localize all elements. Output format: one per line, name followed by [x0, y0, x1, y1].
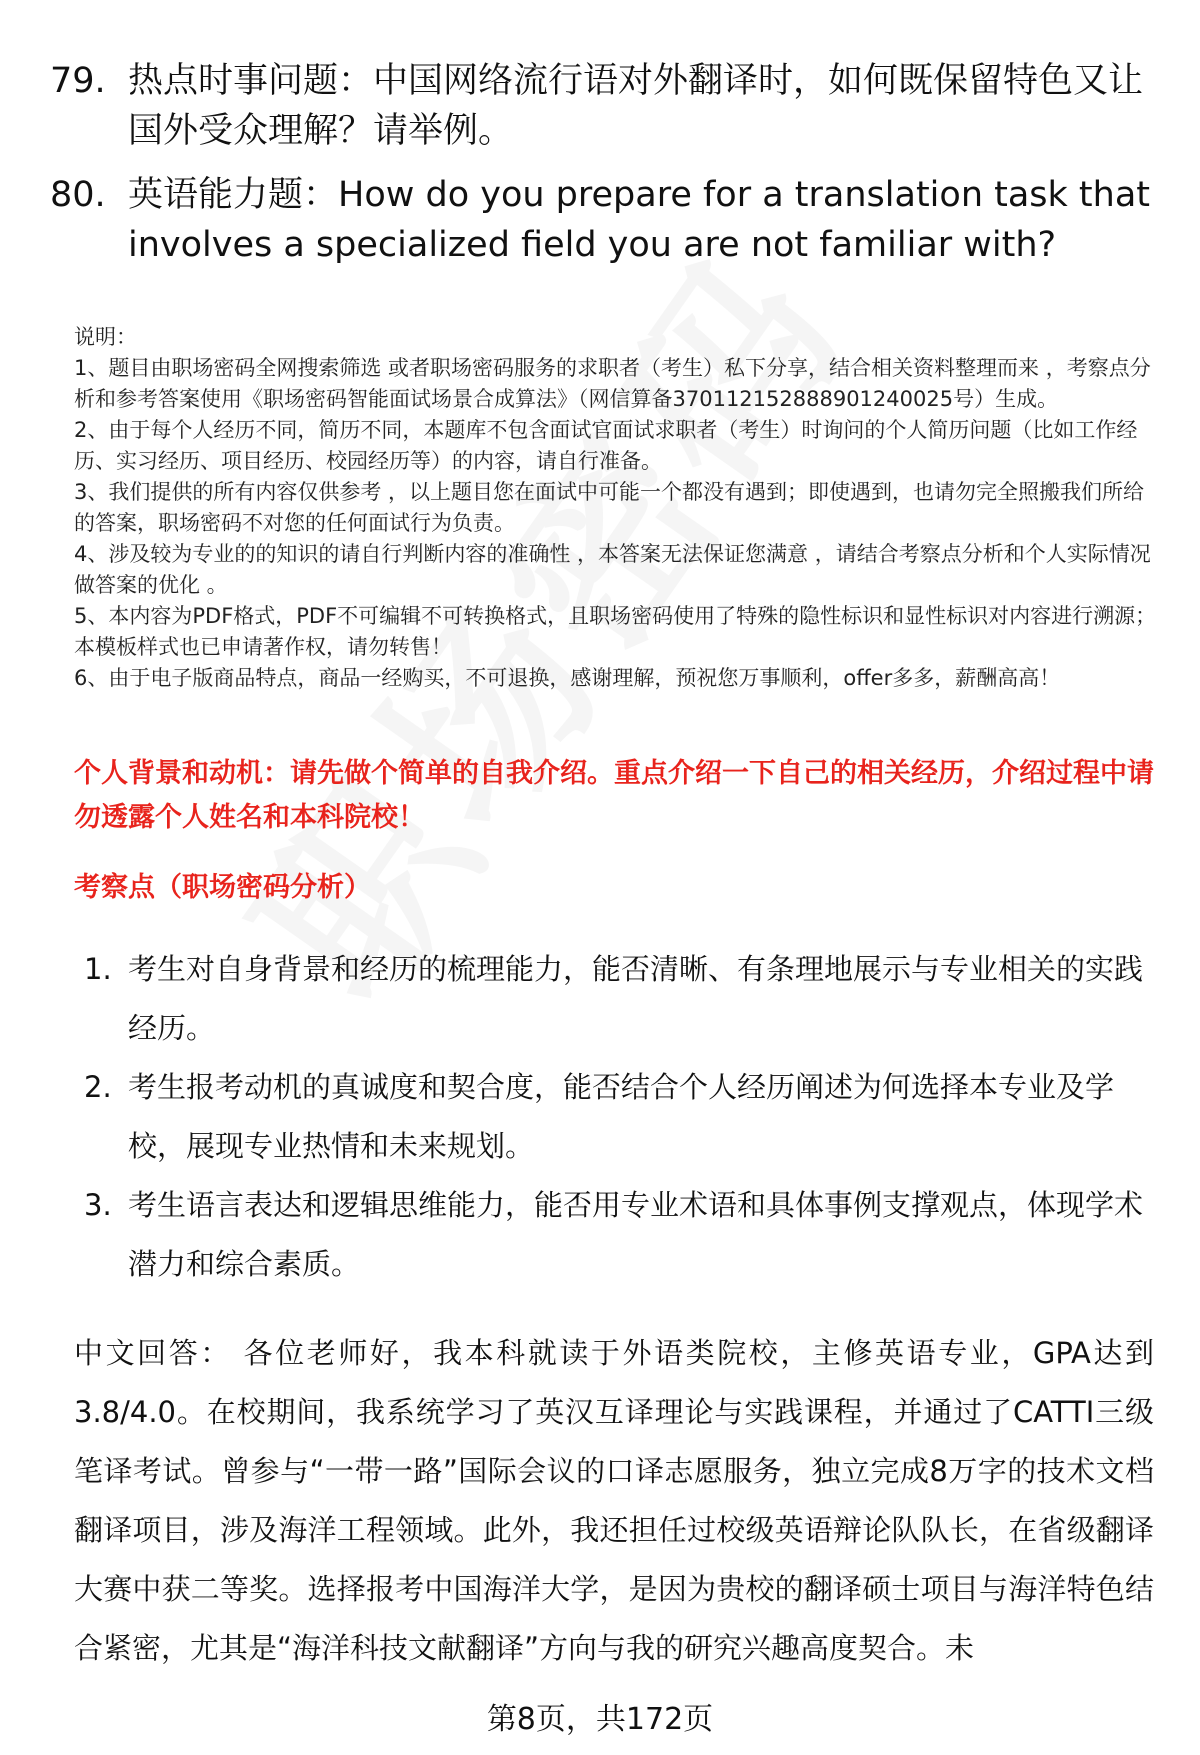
analysis-item-text: 考生语言表达和逻辑思维能力，能否用专业术语和具体事例支撑观点，体现学术潜力和综合素质。: [128, 1188, 1144, 1281]
note-item: 6、由于电子版商品特点，商品一经购买，不可退换，感谢理解，预祝您万事顺利，offer多多，薪酬高高！: [74, 666, 1061, 690]
analysis-item-text: 考生报考动机的真诚度和契合度，能否结合个人经历阐述为何选择本专业及学校，展现专业热情和未来规划。: [128, 1070, 1115, 1163]
question-number: 80.: [50, 175, 106, 215]
note-item: 2、由于每个人经历不同，简历不同，本题库不包含面试官面试求职者（考生）时询问的个人简历问题（比如工作经历、实习经历、项目经历、校园经历等）的内容，请自行准备。: [74, 418, 1138, 473]
disclaimer-notes: [74, 322, 1164, 694]
question-text: 热点时事问题：中国网络流行语对外翻译时，如何既保留特色又让国外受众理解？请举例。: [128, 61, 1144, 151]
note-item: 3、我们提供的所有内容仅供参考 ，以上题目您在面试中可能一个都没有遇到；即使遇到，也请勿完全照搬我们所给的答案，职场密码不对您的任何面试行为负责。: [74, 480, 1145, 535]
question-number: 79.: [50, 61, 106, 101]
analysis-list: [74, 940, 1154, 1294]
page-number: 第8页，共172页: [486, 1702, 714, 1737]
analysis-item-number: 1.: [84, 952, 112, 986]
notes-title: 说明：: [74, 325, 137, 349]
analysis-item-text: 考生对自身背景和经历的梳理能力，能否清晰、有条理地展示与专业相关的实践经历。: [128, 952, 1144, 1045]
analysis-item: [74, 1176, 1154, 1294]
main-question: 个人背景和动机：请先做个简单的自我介绍。重点介绍一下自己的相关经历，介绍过程中请勿透露个人姓名和本科院校！: [74, 758, 1154, 833]
note-item: 4、涉及较为专业的的知识的请自行判断内容的准确性 ，本答案无法保证您满意 ，请结合考察点分析和个人实际情况做答案的优化 。: [74, 542, 1151, 597]
analysis-item: [74, 1058, 1154, 1176]
answer-block: [74, 1324, 1154, 1678]
analysis-item-number: 3.: [84, 1188, 112, 1222]
question-item: [50, 56, 1160, 156]
question-text: 英语能力题：How do you prepare for a translation task that involves a specialized field you are not familiar with?: [128, 175, 1151, 265]
answer-label: 中文回答：: [74, 1336, 232, 1370]
question-item: [50, 170, 1160, 270]
analysis-heading: 考察点（职场密码分析）: [74, 872, 371, 903]
analysis-item: [74, 940, 1154, 1058]
analysis-item-number: 2.: [84, 1070, 112, 1104]
note-item: 5、本内容为PDF格式，PDF不可编辑不可转换格式，且职场密码使用了特殊的隐性标识和显性标识对内容进行溯源；本模板样式也已申请著作权，请勿转售！: [74, 604, 1157, 659]
note-item: 1、题目由职场密码全网搜索筛选 或者职场密码服务的求职者（考生）私下分享，结合相关资料整理而来 ，考察点分析和参考答案使用《职场密码智能面试场景合成算法》（网信算备370112152888901240025号）生成。: [74, 356, 1151, 411]
answer-text: 各位老师好，我本科就读于外语类院校，主修英语专业，GPA达到3.8/4.0。在校期间，我系统学习了英汉互译理论与实践课程，并通过了CATTI三级笔译考试。曾参与“一带一路”国际会议的口译志愿服务，独立完成8万字的技术文档翻译项目，涉及海洋工程领域。此外，我还担任过校级英语辩论队队长，在省级翻译大赛中获二等奖。选择报考中国海洋大学，是因为贵校的翻译硕士项目与海洋特色结合紧密，尤其是“海洋科技文献翻译”方向与我的研究兴趣高度契合。未: [74, 1336, 1154, 1665]
